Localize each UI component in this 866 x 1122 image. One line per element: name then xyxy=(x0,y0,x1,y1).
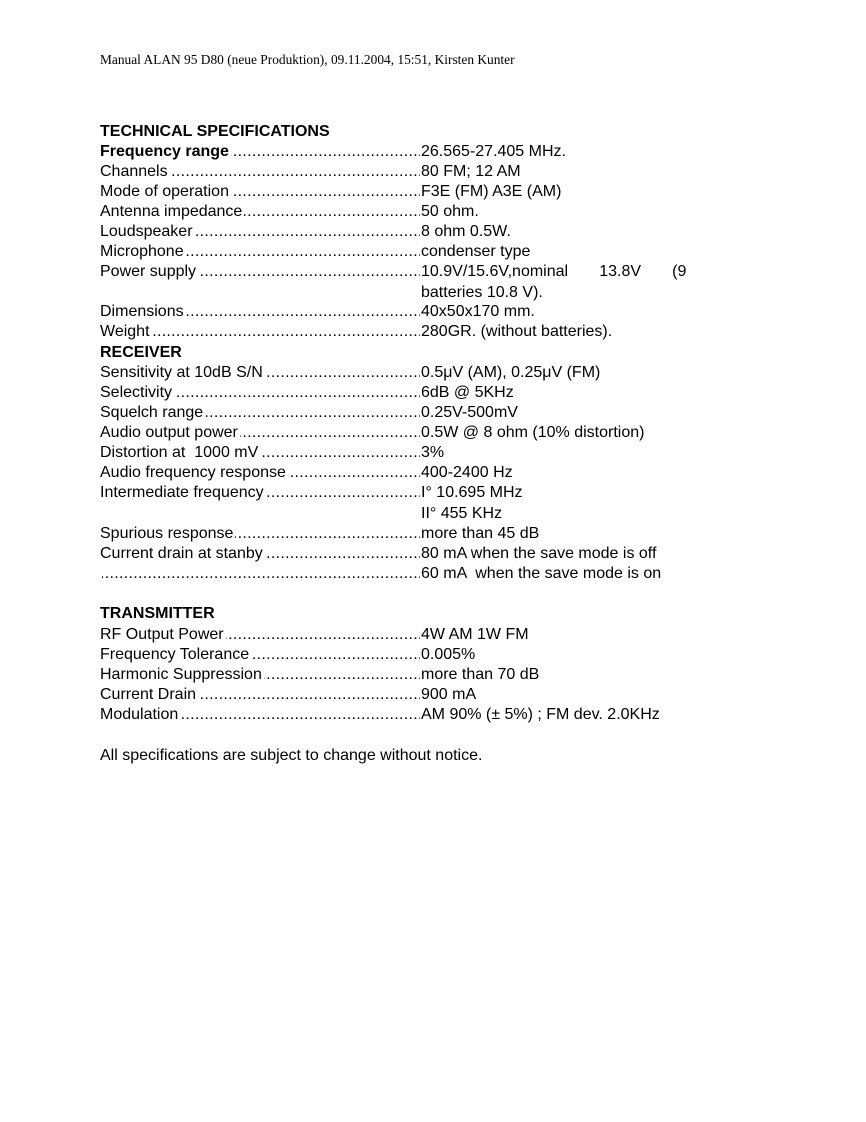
spec-row xyxy=(100,685,820,705)
spec-row xyxy=(100,645,820,665)
spec-value: 10.9V/15.6V,nominal 13.8V (9 xyxy=(421,263,687,280)
spec-value: 280GR. (without batteries). xyxy=(421,323,613,340)
spec-value: 6dB @ 5KHz xyxy=(421,384,514,401)
spec-value: 8 ohm 0.5W. xyxy=(421,223,511,240)
spec-value: AM 90% (± 5%) ; FM dev. 2.0KHz xyxy=(421,706,660,723)
spec-row xyxy=(100,182,820,202)
technical-specifications-title: TECHNICAL SPECIFICATIONS xyxy=(100,123,330,140)
spec-row xyxy=(100,625,820,645)
receiver-title: RECEIVER xyxy=(100,344,182,361)
spec-label: Microphone xyxy=(100,243,184,260)
spec-value: 0.005% xyxy=(421,646,476,663)
spec-value: more than 70 dB xyxy=(421,666,540,683)
spec-row xyxy=(100,142,820,162)
specifications-notice: All specifications are subject to change without notice. xyxy=(100,747,483,764)
spec-value: 0.5μV (AM), 0.25μV (FM) xyxy=(421,364,601,381)
spec-value: 0.25V-500mV xyxy=(421,404,518,421)
spec-value: 400-2400 Hz xyxy=(421,464,513,481)
spec-label: Current drain at stanby xyxy=(100,545,263,562)
spec-row xyxy=(100,705,820,725)
spec-label: Dimensions xyxy=(100,303,184,320)
spec-label: RF Output Power xyxy=(100,626,224,643)
spec-value: 26.565-27.405 MHz. xyxy=(421,143,566,160)
spec-label: Sensitivity at 10dB S/N xyxy=(100,364,263,381)
spec-label: Distortion at 1000 mV xyxy=(100,444,259,461)
spec-value: 0.5W @ 8 ohm (10% distortion) xyxy=(421,424,645,441)
spec-value: 80 mA when the save mode is off xyxy=(421,545,657,562)
spec-label: Squelch range xyxy=(100,404,204,421)
spec-label: Spurious response xyxy=(100,525,234,542)
spec-row xyxy=(100,403,820,423)
spec-value: 50 ohm. xyxy=(421,203,479,220)
spec-label: Audio frequency response xyxy=(100,464,286,481)
spec-label: Power supply xyxy=(100,263,197,280)
spec-value: F3E (FM) A3E (AM) xyxy=(421,183,562,200)
spec-value: 4W AM 1W FM xyxy=(421,626,529,643)
spec-label: Intermediate frequency xyxy=(100,484,264,501)
spec-value: 3% xyxy=(421,444,445,461)
spec-label: Loudspeaker xyxy=(100,223,193,240)
spec-row xyxy=(100,222,820,242)
spec-row xyxy=(100,423,820,443)
spec-row xyxy=(100,524,820,544)
spec-row xyxy=(100,483,820,503)
spec-value-continuation: batteries 10.8 V). xyxy=(421,284,543,301)
page-header: Manual ALAN 95 D80 (neue Produktion), 09.11.2004, 15:51, Kirsten Kunter xyxy=(100,52,515,67)
spec-row xyxy=(100,665,820,685)
spec-label xyxy=(100,565,102,582)
spec-label: Frequency Tolerance xyxy=(100,646,250,663)
spec-row xyxy=(100,302,820,322)
spec-label: Harmonic Suppression xyxy=(100,666,262,683)
spec-value: 60 mA when the save mode is on xyxy=(421,565,662,582)
spec-label: Selectivity xyxy=(100,384,173,401)
spec-row xyxy=(100,202,820,222)
spec-row xyxy=(100,242,820,262)
spec-value: condenser type xyxy=(421,243,531,260)
spec-value: 40x50x170 mm. xyxy=(421,303,535,320)
spec-label: Current Drain xyxy=(100,686,197,703)
transmitter-title: TRANSMITTER xyxy=(100,605,215,622)
spec-label: Modulation xyxy=(100,706,179,723)
spec-row xyxy=(100,544,820,564)
spec-label: Channels xyxy=(100,163,168,180)
spec-row xyxy=(100,463,820,483)
spec-label: Audio output power xyxy=(100,424,238,441)
spec-label: Frequency range xyxy=(100,143,229,160)
spec-value: I° 10.695 MHz xyxy=(421,484,523,501)
spec-row xyxy=(100,262,820,282)
spec-label: Weight xyxy=(100,323,150,340)
spec-label: Antenna impedance xyxy=(100,203,243,220)
spec-row xyxy=(100,322,820,342)
spec-row xyxy=(100,564,820,584)
spec-label: Mode of operation xyxy=(100,183,229,200)
spec-row xyxy=(100,162,820,182)
spec-value-continuation: II° 455 KHz xyxy=(421,505,503,522)
spec-value: 80 FM; 12 AM xyxy=(421,163,521,180)
spec-row xyxy=(100,383,820,403)
spec-row xyxy=(100,363,820,383)
spec-value: more than 45 dB xyxy=(421,525,540,542)
spec-row xyxy=(100,443,820,463)
spec-value: 900 mA xyxy=(421,686,477,703)
